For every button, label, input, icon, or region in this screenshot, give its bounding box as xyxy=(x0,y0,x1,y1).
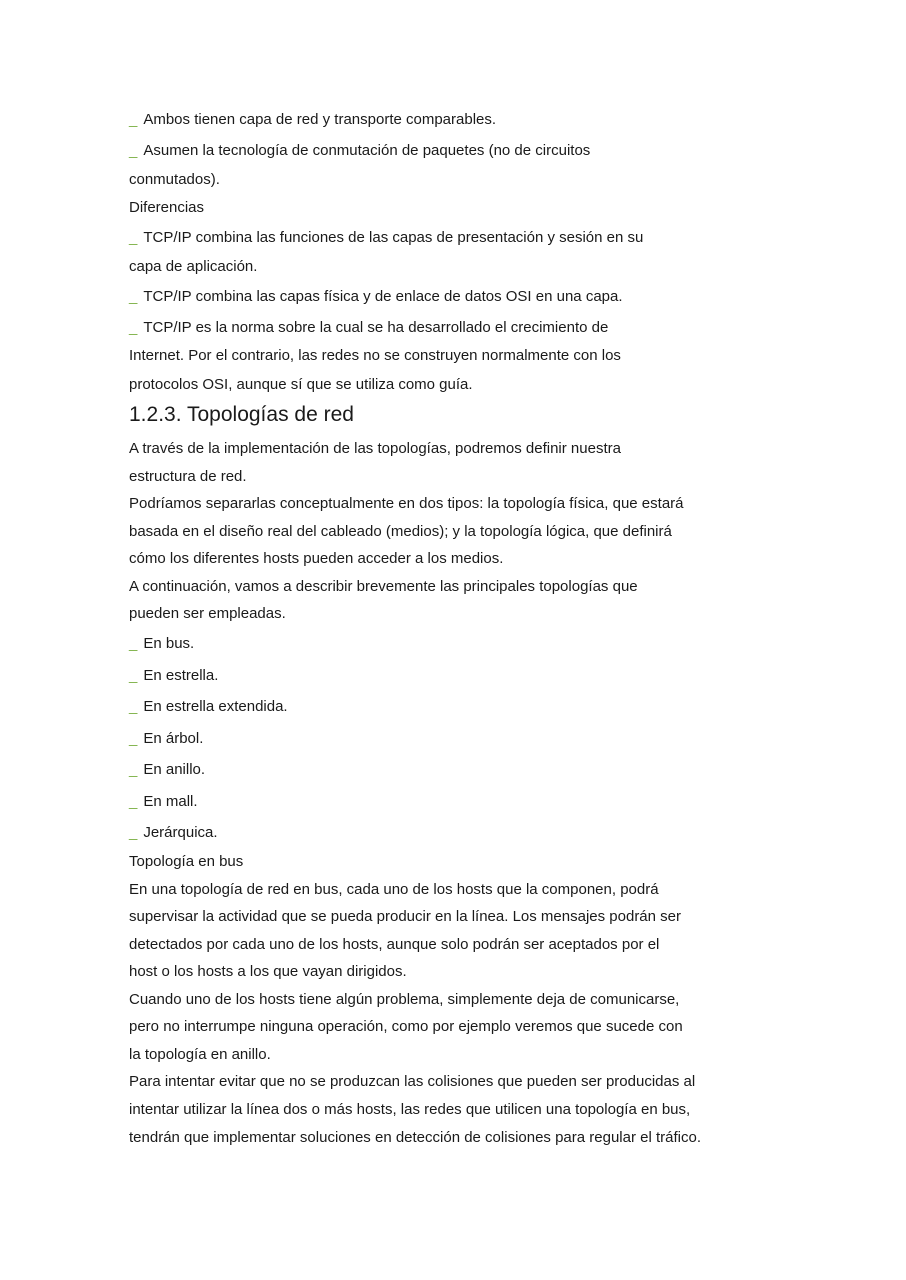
paragraph-line: Cuando uno de los hosts tiene algún problema, simplemente deja de comunicarse, xyxy=(129,991,680,1008)
list-item xyxy=(129,287,623,307)
paragraph-line: Para intentar evitar que no se produzcan las colisiones que pueden ser producidas al xyxy=(129,1073,696,1090)
paragraph-line: estructura de red. xyxy=(129,468,247,485)
list-item-text: Jerárquica. xyxy=(143,824,218,841)
bullet-marker: _ xyxy=(129,761,138,778)
list-item-text: En bus. xyxy=(143,635,195,652)
list-item xyxy=(129,141,590,161)
list-item-text: En estrella extendida. xyxy=(143,698,288,715)
list-item xyxy=(129,228,643,248)
list-item-text: TCP/IP combina las funciones de las capas de presentación y sesión en su xyxy=(143,229,644,246)
list-item-text: En mall. xyxy=(143,793,198,810)
paragraph-line: Podríamos separarlas conceptualmente en dos tipos: la topología física, que estará xyxy=(129,495,684,512)
paragraph-line: detectados por cada uno de los hosts, aunque solo podrán ser aceptados por el xyxy=(129,936,660,953)
paragraph-line: Diferencias xyxy=(129,199,205,216)
bullet-marker: _ xyxy=(129,635,138,652)
paragraph-line: basada en el diseño real del cableado (medios); y la topología lógica, que definirá xyxy=(129,523,672,540)
paragraph-line: capa de aplicación. xyxy=(129,258,258,275)
list-item xyxy=(129,760,205,780)
paragraph-line: la topología en anillo. xyxy=(129,1046,271,1063)
list-item xyxy=(129,823,218,843)
list-item xyxy=(129,666,218,686)
paragraph-line: Topología en bus xyxy=(129,853,244,870)
bullet-marker: _ xyxy=(129,667,138,684)
bullet-marker: _ xyxy=(129,698,138,715)
paragraph-line: Internet. Por el contrario, las redes no se construyen normalmente con los xyxy=(129,347,621,364)
paragraph-line: protocolos OSI, aunque sí que se utiliza como guía. xyxy=(129,376,473,393)
paragraph-line: conmutados). xyxy=(129,171,220,188)
list-item-text: TCP/IP combina las capas física y de enlace de datos OSI en una capa. xyxy=(143,288,623,305)
list-item-text: Asumen la tecnología de conmutación de paquetes (no de circuitos xyxy=(143,142,591,159)
list-item-text: En anillo. xyxy=(143,761,206,778)
paragraph-line: A través de la implementación de las topologías, podremos definir nuestra xyxy=(129,440,621,457)
bullet-marker: _ xyxy=(129,319,138,336)
section-heading: 1.2.3. Topologías de red xyxy=(129,403,354,426)
paragraph-line: cómo los diferentes hosts pueden acceder a los medios. xyxy=(129,550,504,567)
paragraph-line: host o los hosts a los que vayan dirigidos. xyxy=(129,963,407,980)
paragraph-line: En una topología de red en bus, cada uno de los hosts que la componen, podrá xyxy=(129,881,659,898)
paragraph-line: intentar utilizar la línea dos o más hosts, las redes que utilicen una topología en bus, xyxy=(129,1101,691,1118)
list-item xyxy=(129,729,203,749)
list-item-text: En estrella. xyxy=(143,667,219,684)
list-item-text: Ambos tienen capa de red y transporte comparables. xyxy=(143,111,497,128)
list-item-text: En árbol. xyxy=(143,730,204,747)
bullet-marker: _ xyxy=(129,111,138,128)
bullet-marker: _ xyxy=(129,142,138,159)
paragraph-line: pero no interrumpe ninguna operación, como por ejemplo veremos que sucede con xyxy=(129,1018,683,1035)
bullet-marker: _ xyxy=(129,229,138,246)
bullet-marker: _ xyxy=(129,793,138,810)
list-item xyxy=(129,697,288,717)
paragraph-line: pueden ser empleadas. xyxy=(129,605,286,622)
bullet-marker: _ xyxy=(129,730,138,747)
list-item-text: TCP/IP es la norma sobre la cual se ha desarrollado el crecimiento de xyxy=(143,319,609,336)
paragraph-line: supervisar la actividad que se pueda producir en la línea. Los mensajes podrán ser xyxy=(129,908,681,925)
bullet-marker: _ xyxy=(129,288,138,305)
list-item xyxy=(129,110,496,130)
list-item xyxy=(129,792,198,812)
bullet-marker: _ xyxy=(129,824,138,841)
paragraph-line: tendrán que implementar soluciones en detección de colisiones para regular el tráfico. xyxy=(129,1129,701,1146)
list-item xyxy=(129,318,608,338)
list-item xyxy=(129,634,194,654)
paragraph-line: A continuación, vamos a describir brevemente las principales topologías que xyxy=(129,578,638,595)
